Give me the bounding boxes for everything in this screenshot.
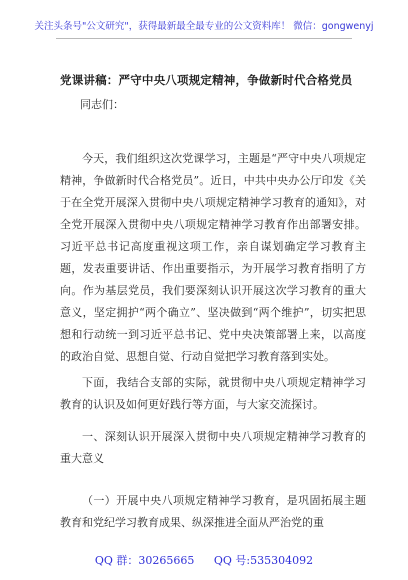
footer-qq-number: QQ 号:535304092 xyxy=(213,554,314,567)
document-title: 党课讲稿：严守中央八项规定精神，争做新时代合格党员 xyxy=(60,73,353,87)
footer-qq-group: QQ 群：30265665 xyxy=(94,554,195,567)
greeting: 同志们： xyxy=(80,98,124,111)
paragraph-intro: 今天，我们组织这次党课学习，主题是“严守中央八项规定精神，争做新时代合格党员”。近日，中共中央办公厅印发《关于在全党开展深入贯彻中央八项规定精神学习教育的通知》，对全党开展深入贯彻中央八项规定精神学习教育作出部署安排。习近平总书记高度重视这项工作，亲自谋划确定学习教育主题，发表重要讲话、作出重要指示，为开展学习教育指明了方向。作为基层党员，我们要深刻认识开展这次学习教育的重大意义，坚定拥护“两个确立”、坚决做到“两个维护”，切实把思想和行动统一到习近平总书记、党中央决策部署上来，以高度的政治自觉、思想自觉、行动自觉把学习教育落到实处。 xyxy=(60,152,366,363)
section-heading: 一、深刻认识开展深入贯彻中央八项规定精神学习教育的重大意义 xyxy=(60,430,366,465)
page-header: 关注头条号"公文研究"，获得最新最全最专业的公文资料库！ 微信：gongwenyj xyxy=(34,21,374,32)
page-footer xyxy=(0,552,408,568)
paragraph-subsection: （一）开展中央八项规定精神学习教育，是巩固拓展主题教育和党纪学习教育成果、纵深推进全面从严治党的重 xyxy=(60,494,366,529)
header-divider xyxy=(56,38,352,39)
paragraph-transition: 下面，我结合支部的实际，就贯彻中央八项规定精神学习教育的认识及如何更好践行等方面，与大家交流探讨。 xyxy=(60,376,366,411)
